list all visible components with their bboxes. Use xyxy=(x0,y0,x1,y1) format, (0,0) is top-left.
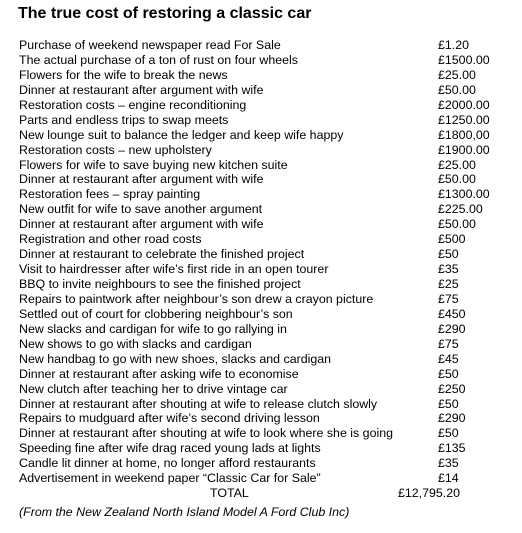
cost-item-row xyxy=(19,441,509,456)
cost-item-row xyxy=(19,113,509,128)
cost-item-row xyxy=(19,187,509,202)
cost-item-amount: £25.00 xyxy=(438,157,476,172)
cost-item-row xyxy=(19,172,509,187)
cost-item-amount: £14 xyxy=(438,471,459,486)
total-amount: £12,795.20 xyxy=(398,486,461,501)
cost-item-description: Candle lit dinner at home, no longer afford restaurants xyxy=(19,456,316,471)
cost-item-description: Restoration costs – new upholstery xyxy=(19,142,212,157)
cost-item-row xyxy=(19,143,509,158)
source-attribution: (From the New Zealand North Island Model A Ford Club Inc) xyxy=(19,505,350,519)
cost-item-description: Repairs to paintwork after neighbour’s son drew a crayon picture xyxy=(19,291,374,306)
cost-item-description: Parts and endless trips to swap meets xyxy=(19,112,229,127)
cost-item-amount: £50 xyxy=(438,426,459,441)
cost-item-description: Visit to hairdresser after wife’s first ride in an open tourer xyxy=(19,262,329,277)
cost-item-description: BBQ to invite neighbours to see the finished project xyxy=(19,277,301,291)
cost-item-row xyxy=(19,292,509,307)
cost-item-rows xyxy=(19,38,509,486)
cost-item-description: Dinner at restaurant after argument with wife xyxy=(19,82,264,97)
cost-item-row xyxy=(19,128,509,143)
cost-item-row xyxy=(19,456,509,471)
cost-item-amount: £50.00 xyxy=(438,82,476,97)
cost-item-description: New lounge suit to balance the ledger and keep wife happy xyxy=(19,127,344,142)
cost-item-amount: £50 xyxy=(438,247,459,262)
cost-item-amount: £50.00 xyxy=(438,217,476,232)
cost-item-row xyxy=(19,397,509,412)
cost-item-amount: £35 xyxy=(438,262,459,277)
cost-item-description: Dinner at restaurant to celebrate the finished project xyxy=(19,247,305,262)
cost-item-row xyxy=(19,98,509,113)
cost-item-description: New clutch after teaching her to drive vintage car xyxy=(19,381,288,396)
cost-item-amount: £225.00 xyxy=(438,202,483,217)
cost-item-amount: £1800,00 xyxy=(438,127,490,142)
cost-item-description: Dinner at restaurant after asking wife to economise xyxy=(19,366,299,381)
cost-item-amount: £500 xyxy=(438,232,466,247)
cost-item-row xyxy=(19,232,509,247)
cost-item-description: Advertisement in weekend paper “Classic Car for Sale” xyxy=(19,471,321,486)
cost-item-description: New slacks and cardigan for wife to go rallying in xyxy=(19,321,287,336)
cost-item-description: Settled out of court for clobbering neighbour’s son xyxy=(19,306,293,321)
cost-item-description: New handbag to go with new shoes, slacks and cardigan xyxy=(19,351,332,366)
cost-item-row xyxy=(19,352,509,367)
cost-item-row xyxy=(19,411,509,426)
cost-item-amount: £290 xyxy=(438,411,466,426)
cost-item-row xyxy=(19,53,509,68)
total-row xyxy=(19,486,509,501)
cost-item-description: The actual purchase of a ton of rust on four wheels xyxy=(19,52,298,67)
cost-item-row xyxy=(19,471,509,486)
cost-item-description: Dinner at restaurant after shouting at wife to release clutch slowly xyxy=(19,396,378,411)
cost-item-description: New shows to go with slacks and cardigan xyxy=(19,336,252,351)
cost-item-amount: £2000.00 xyxy=(438,97,490,112)
cost-item-amount: £1500.00 xyxy=(438,52,490,67)
cost-item-amount: £1900.00 xyxy=(438,142,490,157)
cost-item-description: Dinner at restaurant after argument with wife xyxy=(19,172,264,187)
cost-list xyxy=(19,38,509,501)
cost-item-amount: £25 xyxy=(438,277,459,291)
cost-item-description: Restoration fees – spray painting xyxy=(19,187,201,202)
cost-item-row xyxy=(19,202,509,217)
cost-item-amount: £50.00 xyxy=(438,172,476,187)
cost-item-amount: £75 xyxy=(438,336,459,351)
cost-item-amount: £50 xyxy=(438,366,459,381)
cost-item-row xyxy=(19,217,509,232)
cost-item-row xyxy=(19,262,509,277)
cost-item-amount: £35 xyxy=(438,456,459,471)
cost-item-row xyxy=(19,382,509,397)
cost-item-amount: £25.00 xyxy=(438,67,476,82)
cost-item-amount: £450 xyxy=(438,306,466,321)
document-title: The true cost of restoring a classic car xyxy=(18,5,312,22)
cost-item-amount: £50 xyxy=(438,396,459,411)
cost-item-description: Restoration costs – engine reconditioning xyxy=(19,97,247,112)
cost-item-row xyxy=(19,367,509,382)
cost-item-row xyxy=(19,68,509,83)
cost-item-amount: £290 xyxy=(438,321,466,336)
cost-item-row xyxy=(19,247,509,262)
cost-item-description: Repairs to mudguard after wife’s second driving lesson xyxy=(19,411,320,426)
cost-item-row xyxy=(19,322,509,337)
cost-item-row xyxy=(19,426,509,441)
cost-item-amount: £250 xyxy=(438,381,466,396)
cost-item-amount: £75 xyxy=(438,291,459,306)
cost-item-row xyxy=(19,38,509,53)
cost-item-amount: £45 xyxy=(438,351,459,366)
cost-item-description: Flowers for wife to save buying new kitchen suite xyxy=(19,157,288,172)
cost-item-row xyxy=(19,307,509,322)
cost-item-description: Dinner at restaurant after shouting at wife to look where she is going xyxy=(19,426,393,441)
cost-item-row xyxy=(19,337,509,352)
cost-item-description: Purchase of weekend newspaper read For Sale xyxy=(19,38,281,52)
cost-item-description: Registration and other road costs xyxy=(19,232,202,247)
cost-item-description: Dinner at restaurant after argument with wife xyxy=(19,217,264,232)
cost-item-amount: £135 xyxy=(438,441,466,456)
cost-item-row xyxy=(19,83,509,98)
cost-item-amount: £1250.00 xyxy=(438,112,490,127)
cost-item-row xyxy=(19,158,509,173)
cost-item-amount: £1300.00 xyxy=(438,187,490,202)
cost-item-description: New outfit for wife to save another argument xyxy=(19,202,263,217)
cost-item-description: Speeding fine after wife drag raced young lads at lights xyxy=(19,441,321,456)
cost-item-amount: £1.20 xyxy=(438,38,470,52)
cost-item-description: Flowers for the wife to break the news xyxy=(19,67,228,82)
cost-item-row xyxy=(19,277,509,292)
total-label: TOTAL xyxy=(210,486,249,501)
